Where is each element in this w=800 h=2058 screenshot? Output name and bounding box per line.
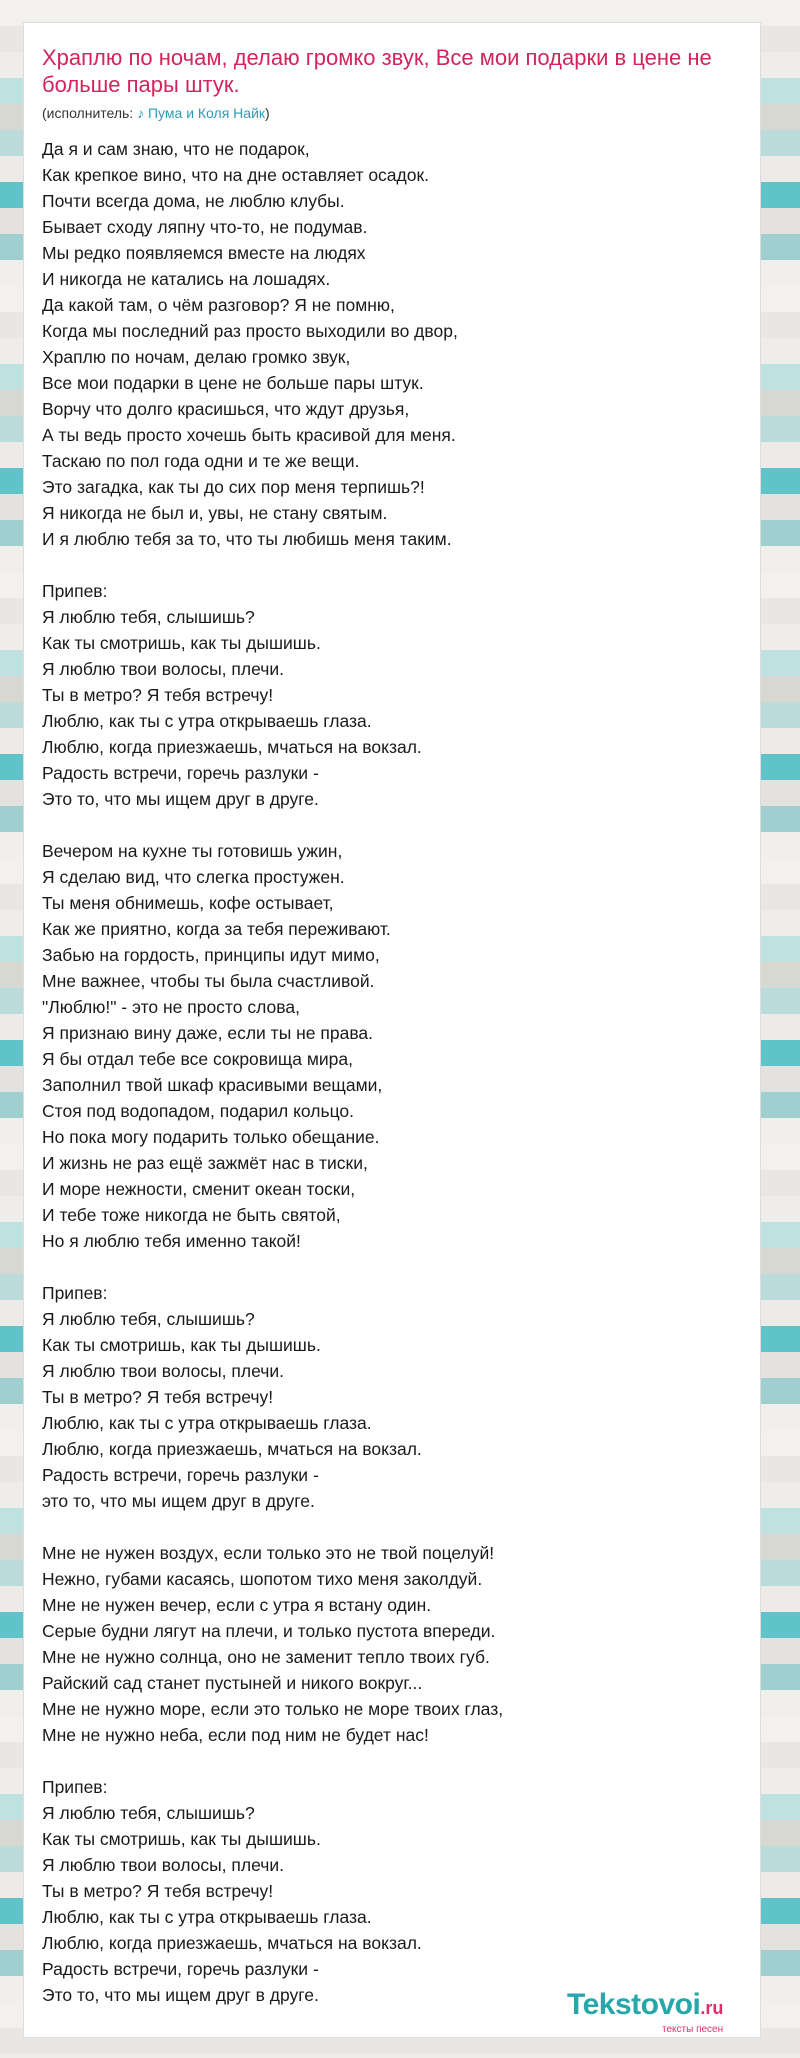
lyric-line: Ты в метро? Я тебя встречу! (42, 685, 274, 705)
lyric-line: И жизнь не раз ещё зажмёт нас в тиски, (42, 1153, 368, 1173)
lyric-line: Радость встречи, горечь разлуки - (42, 1959, 319, 1979)
lyric-line: Я сделаю вид, что слегка простужен. (42, 867, 345, 887)
lyric-line: Я люблю твои волосы, плечи. (42, 659, 284, 679)
lyric-line: Стоя под водопадом, подарил кольцо. (42, 1101, 355, 1121)
lyric-line: Райский сад станет пустыней и никого вокруг... (42, 1673, 423, 1693)
logo-word: Tekstovoi (567, 1988, 701, 2021)
lyric-line: Вечером на кухне ты готовишь ужин, (42, 841, 343, 861)
lyric-line: Ворчу что долго красишься, что ждут друзья, (42, 399, 410, 419)
lyric-line: Серые будни лягут на плечи, и только пустота впереди. (42, 1621, 496, 1641)
lyric-line: Люблю, когда приезжаешь, мчаться на вокзал. (42, 1439, 422, 1459)
lyric-line: Я люблю твои волосы, плечи. (42, 1361, 284, 1381)
lyric-line: Мне не нужен воздух, если только это не твой поцелуй! (42, 1543, 495, 1563)
logo-tagline: тексты песен (662, 2024, 724, 2035)
verse-gap (42, 1514, 762, 1540)
verse-gap (42, 1254, 762, 1280)
lyric-line: Да какой там, о чём разговор? Я не помню, (42, 295, 395, 315)
lyric-line: Мне не нужно море, если это только не море твоих глаз, (42, 1699, 504, 1719)
lyric-line: Все мои подарки в цене не больше пары штук. (42, 373, 424, 393)
lyric-line: Мне не нужно неба, если под ним не будет нас! (42, 1725, 429, 1745)
lyric-line: Мы редко появляемся вместе на людях (42, 243, 366, 263)
lyric-line: Я люблю твои волосы, плечи. (42, 1855, 284, 1875)
performer-prefix: (исполнитель: (42, 105, 138, 121)
lyric-line: Бывает сходу ляпну что-то, не подумав. (42, 217, 368, 237)
lyric-line: Припев: (42, 1777, 108, 1797)
lyric-line: И никогда не катались на лошадях. (42, 269, 331, 289)
lyric-line: Храплю по ночам, делаю громко звук, (42, 347, 351, 367)
lyric-line: И я люблю тебя за то, что ты любишь меня таким. (42, 529, 452, 549)
verse-block (42, 838, 762, 1254)
lyric-line: Ты в метро? Я тебя встречу! (42, 1387, 274, 1407)
lyric-line: Люблю, как ты с утра открываешь глаза. (42, 1413, 372, 1433)
lyric-line: Это то, что мы ищем друг в друге. (42, 789, 319, 809)
lyric-line: Но я люблю тебя именно такой! (42, 1231, 301, 1251)
lyric-line: Ты меня обнимешь, кофе остывает, (42, 893, 334, 913)
verse-block (42, 136, 762, 552)
lyric-line: Мне не нужно солнца, оно не заменит тепло твоих губ. (42, 1647, 490, 1667)
lyric-line: Забью на гордость, принципы идут мимо, (42, 945, 380, 965)
performer-suffix: ) (265, 105, 270, 121)
page-title: Храплю по ночам, делаю громко звук, Все мои подарки в цене не больше пары штук. (42, 45, 712, 97)
performer-line (42, 105, 270, 121)
verse-gap (42, 552, 762, 578)
lyric-line: Это то, что мы ищем друг в друге. (42, 1985, 319, 2005)
lyric-line: Когда мы последний раз просто выходили во двор, (42, 321, 458, 341)
verse-block (42, 1774, 762, 2008)
lyric-line: Ты в метро? Я тебя встречу! (42, 1881, 274, 1901)
lyric-line: Заполнил твой шкаф красивыми вещами, (42, 1075, 383, 1095)
lyric-line: Почти всегда дома, не люблю клубы. (42, 191, 345, 211)
lyric-line: Я люблю тебя, слышишь? (42, 1309, 255, 1329)
lyric-line: Мне не нужен вечер, если с утра я встану один. (42, 1595, 432, 1615)
lyrics-body (42, 136, 762, 2008)
lyric-line: Люблю, как ты с утра открываешь глаза. (42, 1907, 372, 1927)
verse-gap (42, 812, 762, 838)
lyric-line: это то, что мы ищем друг в друге. (42, 1491, 315, 1511)
lyric-line: Но пока могу подарить только обещание. (42, 1127, 380, 1147)
lyric-line: Люблю, когда приезжаешь, мчаться на вокзал. (42, 737, 422, 757)
lyric-line: А ты ведь просто хочешь быть красивой для меня. (42, 425, 456, 445)
lyric-line: Это загадка, как ты до сих пор меня терпишь?! (42, 477, 425, 497)
lyric-line: Я бы отдал тебе все сокровища мира, (42, 1049, 353, 1069)
site-logo[interactable] (567, 1988, 724, 2035)
artist-link[interactable] (137, 105, 265, 121)
lyric-line: Как ты смотришь, как ты дышишь. (42, 1829, 321, 1849)
lyric-line: И море нежности, сменит океан тоски, (42, 1179, 356, 1199)
verse-block (42, 1540, 762, 1748)
verse-block (42, 578, 762, 812)
lyric-line: "Люблю!" - это не просто слова, (42, 997, 300, 1017)
lyric-line: Как ты смотришь, как ты дышишь. (42, 1335, 321, 1355)
lyric-line: Я люблю тебя, слышишь? (42, 1803, 255, 1823)
lyric-line: Я признаю вину даже, если ты не права. (42, 1023, 374, 1043)
lyric-line: Припев: (42, 581, 108, 601)
lyric-line: Как же приятно, когда за тебя переживают. (42, 919, 391, 939)
lyric-line: Радость встречи, горечь разлуки - (42, 763, 319, 783)
lyric-line: Как ты смотришь, как ты дышишь. (42, 633, 321, 653)
lyric-line: Я люблю тебя, слышишь? (42, 607, 255, 627)
lyric-line: Как крепкое вино, что на дне оставляет осадок. (42, 165, 429, 185)
verse-block (42, 1280, 762, 1514)
lyric-line: И тебе тоже никогда не быть святой, (42, 1205, 341, 1225)
lyric-line: Люблю, когда приезжаешь, мчаться на вокзал. (42, 1933, 422, 1953)
lyric-line: Припев: (42, 1283, 108, 1303)
logo-tld: .ru (700, 1998, 724, 2018)
lyric-line: Люблю, как ты с утра открываешь глаза. (42, 711, 372, 731)
music-note-icon: ♪ (137, 105, 145, 121)
lyric-line: Мне важнее, чтобы ты была счастливой. (42, 971, 375, 991)
lyric-line: Нежно, губами касаясь, шопотом тихо меня заколдуй. (42, 1569, 483, 1589)
artist-name: Пума и Коля Найк (147, 105, 266, 121)
lyric-line: Я никогда не был и, увы, не стану святым. (42, 503, 388, 523)
lyric-line: Таскаю по пол года одни и те же вещи. (42, 451, 360, 471)
verse-gap (42, 1748, 762, 1774)
lyric-line: Радость встречи, горечь разлуки - (42, 1465, 319, 1485)
lyric-line: Да я и сам знаю, что не подарок, (42, 139, 310, 159)
